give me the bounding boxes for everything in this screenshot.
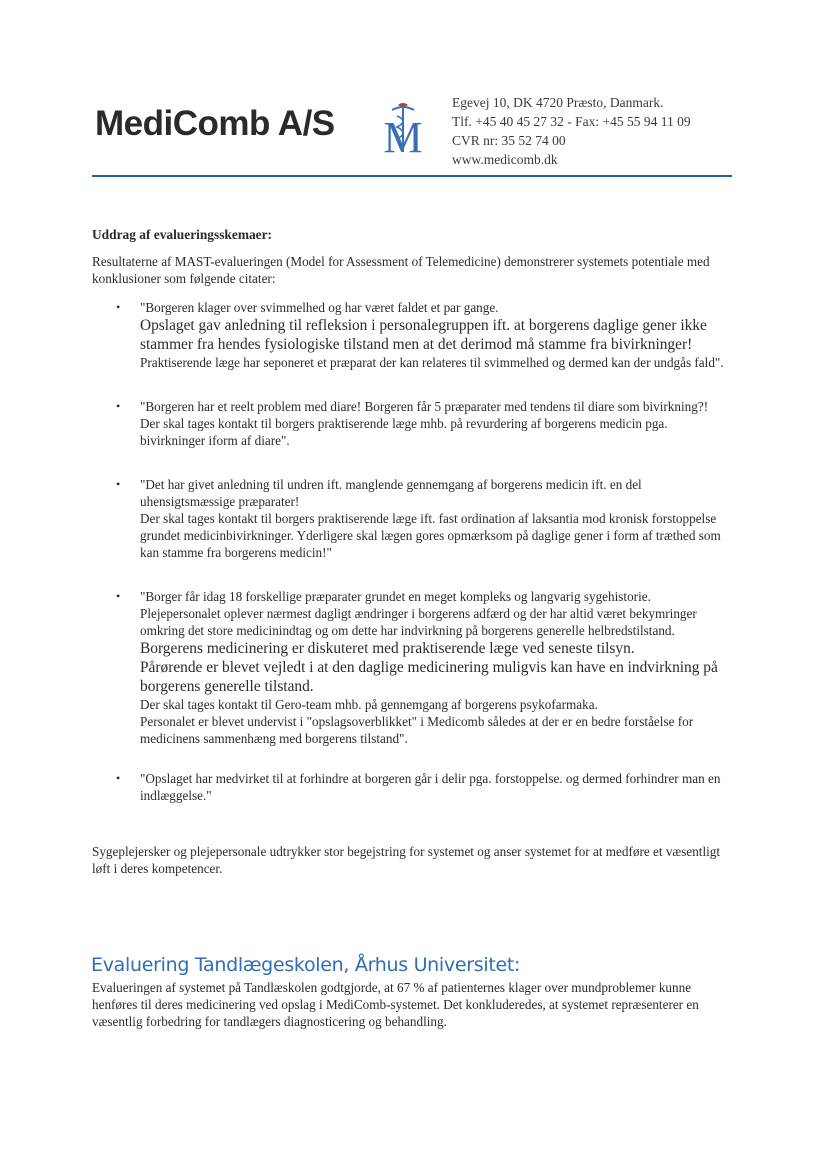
quote-line: "Det har givet anledning til undren ift. manglende gennemgang af borgerens medicin ift. en del uhensigtsmæssige præparater! <box>140 477 642 509</box>
quote-item <box>92 398 732 449</box>
quote-line: Borgerens medicinering er diskuteret med praktiserende læge ved seneste tilsyn. <box>140 640 635 657</box>
evaluation-heading: Evaluering Tandlægeskolen, Århus Universitet: <box>91 954 521 976</box>
quote-line: "Borgeren klager over svimmelhed og har været faldet et par gange. <box>140 300 499 315</box>
quote-line: "Opslaget har medvirket til at forhindre at borgeren går i delir pga. forstoppelse. og dermed forhindrer man en indlæggelse." <box>140 771 721 803</box>
logo-letter: M <box>383 113 423 154</box>
quote-line: Personalet er blevet undervist i "opslagsoverblikket" i Medicomb således at der er en bedre forståelse for medicinens sammenhæng med borgerens tilstand". <box>140 714 694 746</box>
quote-line: Der skal tages kontakt til borgers praktiserende læge mhb. på revurdering af borgerens medicin pga. bivirkninger iform af diare". <box>140 416 668 448</box>
cvr-line: CVR nr: 35 52 74 00 <box>452 133 566 148</box>
address-line: Egevej 10, DK 4720 Præsto, Danmark. <box>452 95 664 110</box>
phone-fax-line: Tlf. +45 40 45 27 32 - Fax: +45 55 94 11 09 <box>452 114 691 129</box>
company-address-block <box>452 93 691 169</box>
website-link[interactable]: www.medicomb.dk <box>452 152 558 167</box>
bullet: • <box>116 399 121 413</box>
evaluation-paragraph: Evalueringen af systemet på Tandlæskolen godtgjorde, at 67 % af patienternes klager over mundproblemer kunne henføres til deres medicinering ved opslag i MediComb-systemet. Det konkluderedes, at systemet repræsenterer en væsentlig forbedring for tandlægers diagnosticering og behandling. <box>92 980 699 1029</box>
quote-item <box>92 770 732 804</box>
quote-item <box>92 588 732 747</box>
quote-line: "Borgeren har et reelt problem med diare! Borgeren får 5 præparater med tendens til diare som bivirkning?! <box>140 399 709 414</box>
quote-line: Plejepersonalet oplever nærmest dagligt ændringer i borgerens adfærd og der har altid været bekymringer omkring det store medicinindtag og om dette har indvirkning på borgerens generelle helbredstilstand. <box>140 606 697 638</box>
quote-line: Der skal tages kontakt til Gero-team mhb. på gennemgang af borgerens psykofarmaka. <box>140 697 598 712</box>
header-divider <box>92 175 732 177</box>
quote-line: Pårørende er blevet vejledt i at den daglige medicinering muligvis kan have en indvirkning på borgerens generelle tilstand. <box>140 659 718 695</box>
evaluation-excerpts <box>92 226 732 877</box>
bullet: • <box>116 771 121 785</box>
company-name: MediComb A/S <box>95 104 335 143</box>
bullet: • <box>116 589 121 603</box>
quote-line: Praktiserende læge har seponeret et præparat der kan relateres til svimmelhed og dermed kan der undgås fald". <box>140 355 724 370</box>
bullet: • <box>116 300 121 314</box>
bullet: • <box>116 477 121 491</box>
quote-item <box>92 476 732 561</box>
intro-paragraph: Resultaterne af MAST-evalueringen (Model for Assessment of Telemedicine) demonstrerer systemets potentiale med konklusioner som følgende citater: <box>92 254 710 286</box>
caduceus-m-logo-icon <box>378 102 428 154</box>
quote-line: "Borger får idag 18 forskellige præparater grundet en meget kompleks og langvarig sygehistorie. <box>140 589 651 604</box>
quote-line: Opslaget gav anledning til refleksion i personalegruppen ift. at borgerens daglige gener ikke stammer fra hendes fysiologiske tilstand men at det derimod må stamme fra bivirkninger! <box>140 317 707 353</box>
quote-item <box>92 299 732 371</box>
closing-paragraph: Sygeplejersker og plejepersonale udtrykker stor begejstring for systemet og anser systemet for at medføre et væsentligt løft i deres kompetencer. <box>92 844 721 876</box>
quote-line: Der skal tages kontakt til borgers praktiserende læge ift. fast ordination af laksantia mod kronisk forstoppelse grundet medicinbivirkninger. Yderligere skal lægen gores opmærksom på daglige gener i form af træthed som kan stamme fra borgerens medicin!" <box>140 511 721 560</box>
quote-list <box>92 299 732 804</box>
section-title: Uddrag af evalueringsskemaer: <box>92 227 273 242</box>
